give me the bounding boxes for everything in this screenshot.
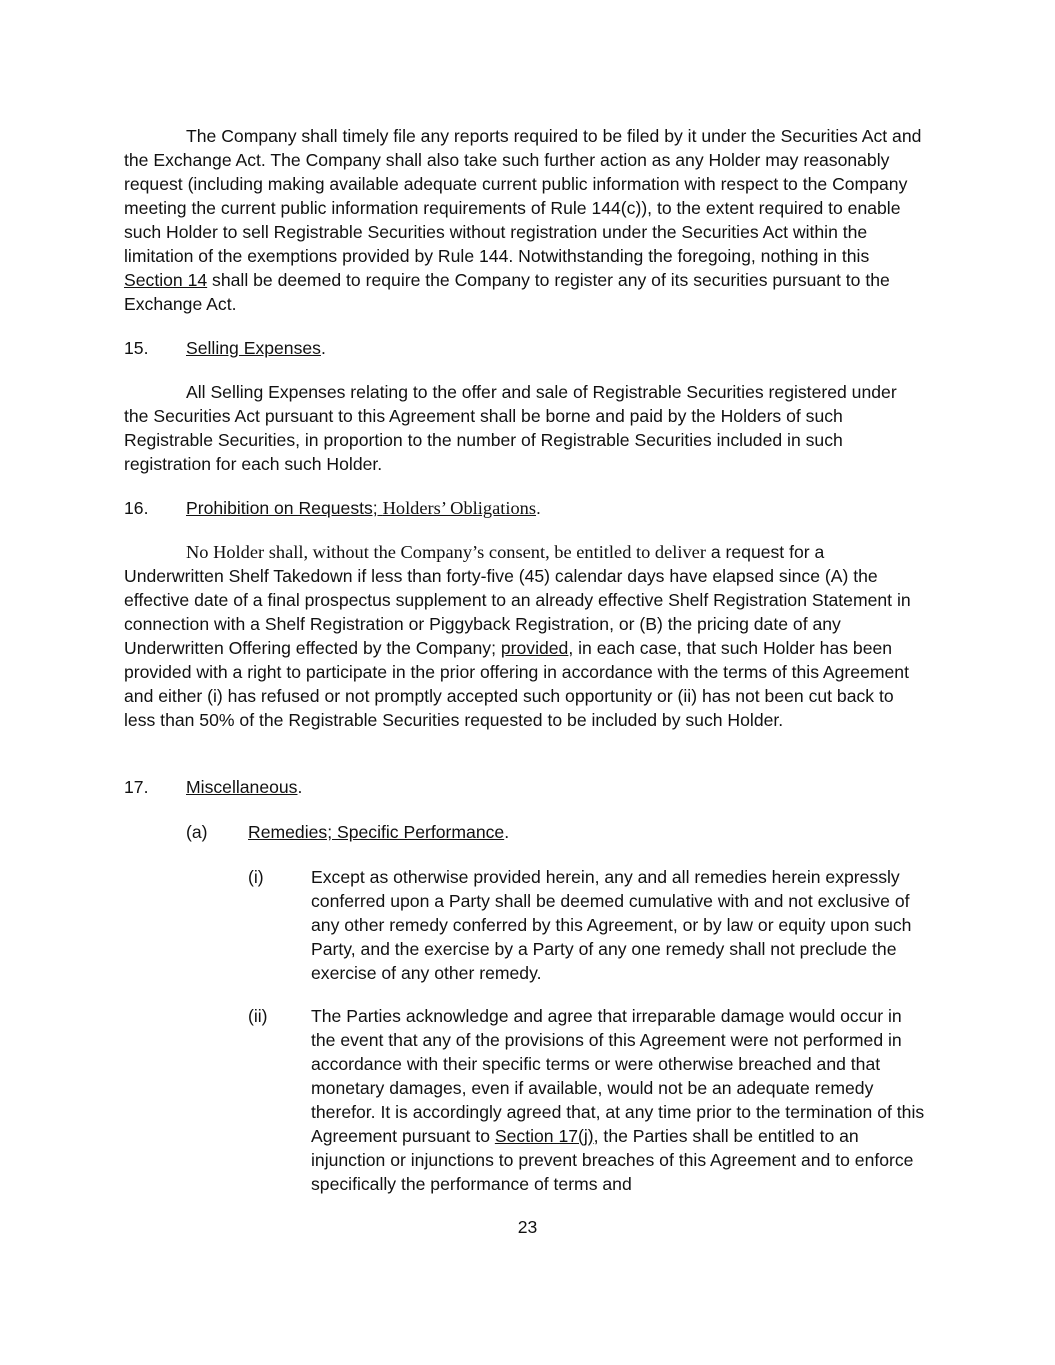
- item-i-paragraph: Except as otherwise provided herein, any and all remedies herein expressly conferred upon a Party shall be deemed cumulative with and not exclusive of any other remedy conferred by this Agreement, or by law or equity upon such Party, and the exercise by a Party of any one remedy shall not preclude the exercise of any other remedy.: [311, 867, 912, 983]
- paragraph-text: , in each case, that such Holder has been provided with a right to participate in the prior offering in accordance with the terms of this Agreement and either (i) has refused or not promptly accepted such opportunity or (ii) has not been cut back to less than 50% of the Registrable Securities requested to be included by such Holder.: [124, 638, 909, 730]
- section-14-paragraph: [124, 124, 930, 316]
- section-16-heading: [186, 496, 541, 520]
- section-16-title: [186, 498, 536, 518]
- paragraph-text: a request for a Underwritten Shelf Takedown if less than forty-five (45) calendar days have elapsed since (A) the effective date of a final prospectus supplement to an already effective Shelf Registration Statement in connection with a Shelf Registration or Piggyback Registration, or (B) the pricing date of any Underwritten Offering effected by the Company;: [124, 542, 911, 658]
- provided-term: provided: [500, 638, 569, 658]
- heading-period: .: [504, 822, 510, 842]
- item-ii-paragraph: [311, 1004, 927, 1196]
- subsection-a-label: (a): [186, 822, 208, 842]
- paragraph-text: The Company shall timely file any reports required to be filed by it under the Securities Act and the Exchange Act. The Company shall also take such further action as any Holder may reasonably request (including making available adequate current public information with respect to the Company meeting the current public information requirements of Rule 144(c)), to the extent required to enable such Holder to sell Registrable Securities without registration under the Securities Act within the limitation of the exemptions provided by Rule 144. Notwithstanding the foregoing, nothing in this: [124, 126, 922, 266]
- item-i-label: (i): [248, 867, 264, 887]
- section-16-paragraph: [124, 540, 924, 732]
- section-16-number: 16.: [124, 498, 149, 518]
- section-16-title-b: Holders’ Obligations: [382, 498, 536, 518]
- section-15-title: Selling Expenses: [186, 338, 321, 358]
- section-15-heading: [186, 336, 326, 360]
- section-17-number: 17.: [124, 777, 149, 797]
- section-17-heading: [186, 775, 302, 799]
- paragraph-text: The Parties acknowledge and agree that irreparable damage would occur in the event that any of the provisions of this Agreement were not performed in accordance with their specific terms or were otherwise breached and that monetary damages, even if available, would not be an adequate remedy therefor. It is accordingly agreed that, at any time prior to the termination of this Agreement pursuant to: [311, 1006, 925, 1146]
- page-number: 23: [517, 1217, 538, 1237]
- paragraph-text: , the Parties shall be entitled to an injunction or injunctions to prevent breaches of this Agreement and to enforce specifically the performance of terms and: [311, 1126, 914, 1194]
- item-ii-label: (ii): [248, 1006, 268, 1026]
- section-16-title-a: Prohibition on Requests;: [186, 498, 383, 518]
- section-17j-reference: Section 17(j): [494, 1126, 594, 1146]
- heading-period: .: [536, 498, 541, 518]
- section-15-number: 15.: [124, 338, 149, 358]
- section-14-reference: Section 14: [124, 270, 208, 290]
- paragraph-text-serif: No Holder shall, without the Company’s consent, be entitled to deliver: [186, 542, 706, 562]
- section-15-paragraph: All Selling Expenses relating to the offer and sale of Registrable Securities registered under the Securities Act pursuant to this Agreement shall be borne and paid by the Holders of such Registrable Securities, in proportion to the number of Registrable Securities included in such registration for each such Holder.: [124, 382, 897, 474]
- heading-period: .: [320, 338, 326, 358]
- subsection-a-title: Remedies; Specific Performance: [248, 822, 505, 842]
- heading-period: .: [297, 777, 303, 797]
- subsection-a-heading: [248, 820, 509, 844]
- paragraph-text: shall be deemed to require the Company to register any of its securities pursuant to the Exchange Act.: [124, 270, 890, 314]
- section-17-title: Miscellaneous: [186, 777, 298, 797]
